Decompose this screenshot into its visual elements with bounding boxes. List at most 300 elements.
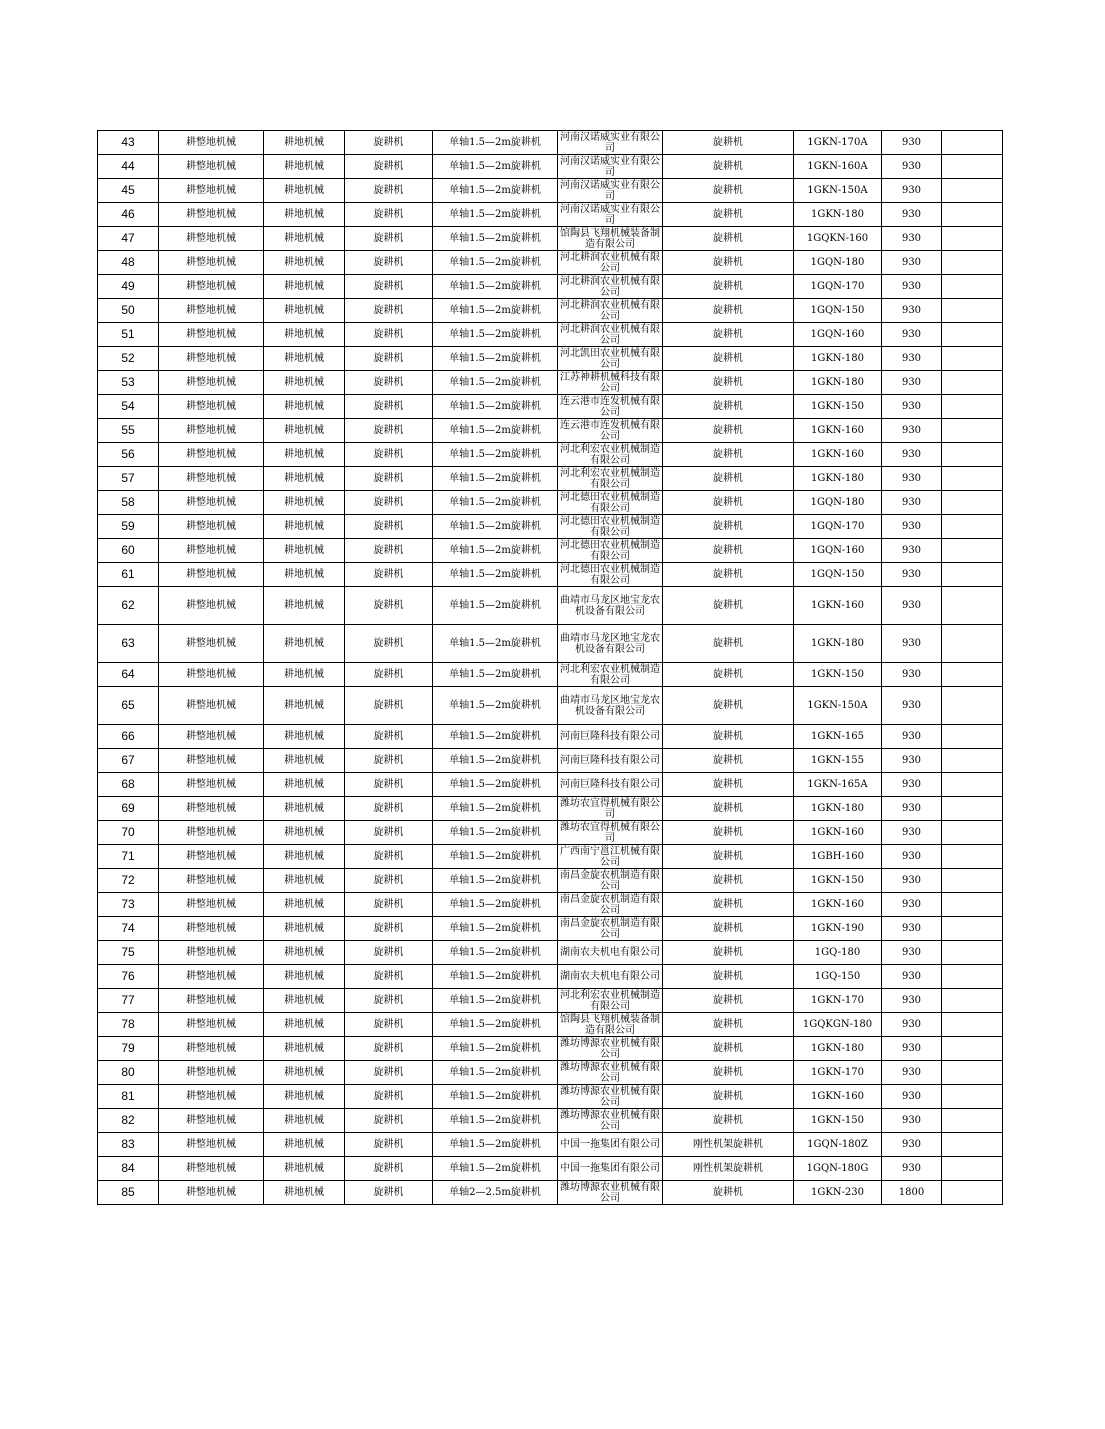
cell-category: 耕整地机械 — [159, 395, 264, 419]
cell-category: 耕整地机械 — [159, 131, 264, 155]
cell-subcategory: 耕地机械 — [264, 625, 345, 663]
cell-subcategory: 耕地机械 — [264, 347, 345, 371]
cell-category: 耕整地机械 — [159, 917, 264, 941]
cell-model: 1GKN-170A — [794, 131, 882, 155]
cell-subcategory: 耕地机械 — [264, 155, 345, 179]
cell-spec: 单轴1.5—2m旋耕机 — [433, 625, 558, 663]
cell-model: 1GKN-190 — [794, 917, 882, 941]
cell-subsidy: 930 — [882, 1013, 942, 1037]
cell-no: 54 — [98, 395, 159, 419]
cell-product-name: 旋耕机 — [663, 1109, 794, 1133]
cell-no: 45 — [98, 179, 159, 203]
cell-note — [942, 965, 1003, 989]
cell-item: 旋耕机 — [345, 749, 433, 773]
cell-subsidy: 930 — [882, 155, 942, 179]
cell-manufacturer: 河南汉诺威实业有限公司 — [558, 131, 663, 155]
cell-note — [942, 1037, 1003, 1061]
cell-model: 1GQKN-160 — [794, 227, 882, 251]
table-row — [98, 419, 1003, 443]
cell-item: 旋耕机 — [345, 725, 433, 749]
cell-spec: 单轴1.5—2m旋耕机 — [433, 227, 558, 251]
cell-manufacturer: 河南巨隆科技有限公司 — [558, 725, 663, 749]
cell-product-name: 旋耕机 — [663, 1085, 794, 1109]
cell-spec: 单轴1.5—2m旋耕机 — [433, 797, 558, 821]
cell-spec: 单轴1.5—2m旋耕机 — [433, 821, 558, 845]
cell-note — [942, 347, 1003, 371]
cell-spec: 单轴1.5—2m旋耕机 — [433, 323, 558, 347]
cell-category: 耕整地机械 — [159, 299, 264, 323]
cell-subcategory: 耕地机械 — [264, 1085, 345, 1109]
cell-manufacturer: 馆陶县飞翔机械装备制造有限公司 — [558, 1013, 663, 1037]
cell-manufacturer: 潍坊博源农业机械有限公司 — [558, 1085, 663, 1109]
cell-category: 耕整地机械 — [159, 515, 264, 539]
table-row — [98, 797, 1003, 821]
cell-category: 耕整地机械 — [159, 491, 264, 515]
cell-no: 77 — [98, 989, 159, 1013]
table-row — [98, 179, 1003, 203]
cell-model: 1GKN-160 — [794, 443, 882, 467]
cell-product-name: 旋耕机 — [663, 251, 794, 275]
table-row — [98, 1061, 1003, 1085]
cell-note — [942, 1061, 1003, 1085]
cell-manufacturer: 河北凯田农业机械有限公司 — [558, 347, 663, 371]
cell-subsidy: 930 — [882, 251, 942, 275]
cell-product-name: 旋耕机 — [663, 663, 794, 687]
cell-item: 旋耕机 — [345, 1061, 433, 1085]
cell-model: 1GKN-180 — [794, 797, 882, 821]
cell-subcategory: 耕地机械 — [264, 917, 345, 941]
cell-model: 1GQN-170 — [794, 275, 882, 299]
cell-no: 64 — [98, 663, 159, 687]
cell-note — [942, 663, 1003, 687]
cell-category: 耕整地机械 — [159, 725, 264, 749]
cell-note — [942, 989, 1003, 1013]
cell-spec: 单轴1.5—2m旋耕机 — [433, 563, 558, 587]
cell-manufacturer: 潍坊博源农业机械有限公司 — [558, 1181, 663, 1205]
cell-subsidy: 930 — [882, 563, 942, 587]
cell-category: 耕整地机械 — [159, 1181, 264, 1205]
cell-item: 旋耕机 — [345, 821, 433, 845]
cell-subsidy: 930 — [882, 203, 942, 227]
cell-product-name: 旋耕机 — [663, 821, 794, 845]
cell-category: 耕整地机械 — [159, 1157, 264, 1181]
cell-subcategory: 耕地机械 — [264, 395, 345, 419]
table-row — [98, 371, 1003, 395]
cell-subcategory: 耕地机械 — [264, 1133, 345, 1157]
cell-spec: 单轴1.5—2m旋耕机 — [433, 893, 558, 917]
cell-manufacturer: 潍坊博源农业机械有限公司 — [558, 1037, 663, 1061]
cell-note — [942, 1181, 1003, 1205]
cell-spec: 单轴1.5—2m旋耕机 — [433, 1109, 558, 1133]
cell-category: 耕整地机械 — [159, 323, 264, 347]
table-row — [98, 299, 1003, 323]
cell-subcategory: 耕地机械 — [264, 227, 345, 251]
table-row — [98, 989, 1003, 1013]
cell-category: 耕整地机械 — [159, 1061, 264, 1085]
cell-product-name: 旋耕机 — [663, 625, 794, 663]
cell-item: 旋耕机 — [345, 155, 433, 179]
cell-manufacturer: 南昌金旋农机制造有限公司 — [558, 917, 663, 941]
cell-model: 1GQN-150 — [794, 563, 882, 587]
cell-subcategory: 耕地机械 — [264, 1037, 345, 1061]
cell-item: 旋耕机 — [345, 179, 433, 203]
cell-item: 旋耕机 — [345, 1133, 433, 1157]
cell-product-name: 旋耕机 — [663, 467, 794, 491]
cell-model: 1GKN-160 — [794, 587, 882, 625]
cell-manufacturer: 河北耕润农业机械有限公司 — [558, 251, 663, 275]
cell-subsidy: 930 — [882, 587, 942, 625]
cell-spec: 单轴1.5—2m旋耕机 — [433, 515, 558, 539]
cell-manufacturer: 南昌金旋农机制造有限公司 — [558, 869, 663, 893]
cell-subcategory: 耕地机械 — [264, 687, 345, 725]
cell-model: 1GBH-160 — [794, 845, 882, 869]
cell-subcategory: 耕地机械 — [264, 845, 345, 869]
cell-model: 1GKN-180 — [794, 347, 882, 371]
cell-manufacturer: 曲靖市马龙区地宝龙农机设备有限公司 — [558, 625, 663, 663]
cell-spec: 单轴1.5—2m旋耕机 — [433, 491, 558, 515]
table-row — [98, 227, 1003, 251]
cell-no: 79 — [98, 1037, 159, 1061]
cell-model: 1GKN-180 — [794, 1037, 882, 1061]
cell-item: 旋耕机 — [345, 443, 433, 467]
cell-category: 耕整地机械 — [159, 227, 264, 251]
cell-category: 耕整地机械 — [159, 563, 264, 587]
table-row — [98, 625, 1003, 663]
table-row — [98, 941, 1003, 965]
cell-spec: 单轴1.5—2m旋耕机 — [433, 203, 558, 227]
cell-note — [942, 893, 1003, 917]
cell-product-name: 旋耕机 — [663, 1181, 794, 1205]
cell-category: 耕整地机械 — [159, 419, 264, 443]
cell-item: 旋耕机 — [345, 131, 433, 155]
cell-subcategory: 耕地机械 — [264, 515, 345, 539]
table-row — [98, 539, 1003, 563]
cell-item: 旋耕机 — [345, 663, 433, 687]
cell-no: 46 — [98, 203, 159, 227]
cell-product-name: 旋耕机 — [663, 539, 794, 563]
cell-subcategory: 耕地机械 — [264, 1157, 345, 1181]
cell-product-name: 旋耕机 — [663, 965, 794, 989]
cell-subcategory: 耕地机械 — [264, 299, 345, 323]
cell-subsidy: 930 — [882, 941, 942, 965]
cell-subsidy: 930 — [882, 965, 942, 989]
cell-item: 旋耕机 — [345, 989, 433, 1013]
cell-subsidy: 930 — [882, 539, 942, 563]
table-row — [98, 821, 1003, 845]
cell-subsidy: 930 — [882, 299, 942, 323]
cell-subsidy: 930 — [882, 1109, 942, 1133]
cell-category: 耕整地机械 — [159, 845, 264, 869]
cell-item: 旋耕机 — [345, 203, 433, 227]
table-row — [98, 1085, 1003, 1109]
cell-product-name: 旋耕机 — [663, 347, 794, 371]
cell-product-name: 旋耕机 — [663, 371, 794, 395]
cell-spec: 单轴1.5—2m旋耕机 — [433, 749, 558, 773]
cell-subcategory: 耕地机械 — [264, 275, 345, 299]
table-row — [98, 275, 1003, 299]
cell-no: 75 — [98, 941, 159, 965]
cell-category: 耕整地机械 — [159, 467, 264, 491]
cell-note — [942, 1157, 1003, 1181]
cell-note — [942, 869, 1003, 893]
cell-category: 耕整地机械 — [159, 443, 264, 467]
cell-no: 69 — [98, 797, 159, 821]
cell-subsidy: 930 — [882, 989, 942, 1013]
cell-model: 1GKN-180 — [794, 625, 882, 663]
cell-spec: 单轴1.5—2m旋耕机 — [433, 347, 558, 371]
table-row — [98, 323, 1003, 347]
cell-product-name: 旋耕机 — [663, 587, 794, 625]
cell-model: 1GQN-180 — [794, 491, 882, 515]
cell-item: 旋耕机 — [345, 395, 433, 419]
cell-subsidy: 930 — [882, 797, 942, 821]
cell-item: 旋耕机 — [345, 251, 433, 275]
cell-category: 耕整地机械 — [159, 275, 264, 299]
cell-model: 1GQN-160 — [794, 323, 882, 347]
cell-product-name: 旋耕机 — [663, 1037, 794, 1061]
cell-model: 1GKN-180 — [794, 467, 882, 491]
cell-no: 63 — [98, 625, 159, 663]
cell-spec: 单轴1.5—2m旋耕机 — [433, 1157, 558, 1181]
cell-note — [942, 371, 1003, 395]
cell-no: 82 — [98, 1109, 159, 1133]
cell-model: 1GKN-170 — [794, 989, 882, 1013]
cell-product-name: 旋耕机 — [663, 515, 794, 539]
cell-no: 73 — [98, 893, 159, 917]
cell-model: 1GQ-150 — [794, 965, 882, 989]
cell-product-name: 旋耕机 — [663, 749, 794, 773]
cell-item: 旋耕机 — [345, 491, 433, 515]
cell-subcategory: 耕地机械 — [264, 371, 345, 395]
cell-model: 1GQN-180G — [794, 1157, 882, 1181]
cell-spec: 单轴1.5—2m旋耕机 — [433, 965, 558, 989]
cell-note — [942, 1085, 1003, 1109]
cell-item: 旋耕机 — [345, 1157, 433, 1181]
cell-product-name: 旋耕机 — [663, 563, 794, 587]
cell-model: 1GKN-160 — [794, 893, 882, 917]
cell-subsidy: 930 — [882, 917, 942, 941]
cell-item: 旋耕机 — [345, 687, 433, 725]
cell-note — [942, 491, 1003, 515]
table-row — [98, 515, 1003, 539]
cell-model: 1GKN-165A — [794, 773, 882, 797]
cell-spec: 单轴1.5—2m旋耕机 — [433, 773, 558, 797]
cell-item: 旋耕机 — [345, 227, 433, 251]
cell-item: 旋耕机 — [345, 625, 433, 663]
cell-manufacturer: 潍坊博源农业机械有限公司 — [558, 1061, 663, 1085]
cell-manufacturer: 河北利宏农业机械制造有限公司 — [558, 663, 663, 687]
table-row — [98, 663, 1003, 687]
cell-spec: 单轴1.5—2m旋耕机 — [433, 539, 558, 563]
cell-category: 耕整地机械 — [159, 797, 264, 821]
cell-product-name: 旋耕机 — [663, 179, 794, 203]
cell-category: 耕整地机械 — [159, 1085, 264, 1109]
cell-subsidy: 930 — [882, 467, 942, 491]
cell-product-name: 旋耕机 — [663, 869, 794, 893]
cell-subsidy: 930 — [882, 515, 942, 539]
cell-item: 旋耕机 — [345, 563, 433, 587]
cell-manufacturer: 潍坊农宜得机械有限公司 — [558, 797, 663, 821]
cell-manufacturer: 曲靖市马龙区地宝龙农机设备有限公司 — [558, 687, 663, 725]
cell-subcategory: 耕地机械 — [264, 323, 345, 347]
cell-item: 旋耕机 — [345, 1181, 433, 1205]
table-body — [98, 131, 1003, 1205]
cell-model: 1GKN-150 — [794, 1109, 882, 1133]
cell-spec: 单轴1.5—2m旋耕机 — [433, 917, 558, 941]
cell-note — [942, 625, 1003, 663]
cell-category: 耕整地机械 — [159, 179, 264, 203]
cell-category: 耕整地机械 — [159, 989, 264, 1013]
cell-category: 耕整地机械 — [159, 587, 264, 625]
cell-product-name: 旋耕机 — [663, 687, 794, 725]
cell-item: 旋耕机 — [345, 773, 433, 797]
cell-note — [942, 1013, 1003, 1037]
cell-item: 旋耕机 — [345, 941, 433, 965]
cell-no: 58 — [98, 491, 159, 515]
table-row — [98, 725, 1003, 749]
table-row — [98, 845, 1003, 869]
cell-category: 耕整地机械 — [159, 251, 264, 275]
cell-spec: 单轴1.5—2m旋耕机 — [433, 1037, 558, 1061]
cell-item: 旋耕机 — [345, 893, 433, 917]
cell-category: 耕整地机械 — [159, 663, 264, 687]
cell-product-name: 旋耕机 — [663, 323, 794, 347]
cell-spec: 单轴1.5—2m旋耕机 — [433, 1133, 558, 1157]
table-row — [98, 563, 1003, 587]
cell-product-name: 刚性机架旋耕机 — [663, 1133, 794, 1157]
cell-category: 耕整地机械 — [159, 347, 264, 371]
cell-manufacturer: 河南汉诺威实业有限公司 — [558, 179, 663, 203]
cell-no: 57 — [98, 467, 159, 491]
cell-manufacturer: 河北耕润农业机械有限公司 — [558, 275, 663, 299]
cell-product-name: 旋耕机 — [663, 941, 794, 965]
cell-note — [942, 419, 1003, 443]
cell-category: 耕整地机械 — [159, 821, 264, 845]
cell-product-name: 旋耕机 — [663, 491, 794, 515]
cell-manufacturer: 南昌金旋农机制造有限公司 — [558, 893, 663, 917]
cell-subcategory: 耕地机械 — [264, 131, 345, 155]
cell-spec: 单轴1.5—2m旋耕机 — [433, 663, 558, 687]
cell-model: 1GQN-170 — [794, 515, 882, 539]
cell-note — [942, 155, 1003, 179]
cell-subcategory: 耕地机械 — [264, 251, 345, 275]
cell-manufacturer: 河北利宏农业机械制造有限公司 — [558, 467, 663, 491]
table-row — [98, 131, 1003, 155]
cell-note — [942, 749, 1003, 773]
cell-model: 1GKN-150 — [794, 663, 882, 687]
cell-no: 71 — [98, 845, 159, 869]
cell-no: 70 — [98, 821, 159, 845]
cell-spec: 单轴1.5—2m旋耕机 — [433, 587, 558, 625]
cell-no: 67 — [98, 749, 159, 773]
cell-note — [942, 563, 1003, 587]
cell-note — [942, 515, 1003, 539]
cell-subsidy: 930 — [882, 179, 942, 203]
cell-product-name: 旋耕机 — [663, 989, 794, 1013]
cell-category: 耕整地机械 — [159, 203, 264, 227]
cell-note — [942, 443, 1003, 467]
cell-subcategory: 耕地机械 — [264, 1181, 345, 1205]
cell-manufacturer: 连云港市连发机械有限公司 — [558, 419, 663, 443]
cell-no: 72 — [98, 869, 159, 893]
table-row — [98, 687, 1003, 725]
cell-spec: 单轴2—2.5m旋耕机 — [433, 1181, 558, 1205]
cell-model: 1GKN-150A — [794, 179, 882, 203]
cell-model: 1GKN-180 — [794, 203, 882, 227]
table-row — [98, 1013, 1003, 1037]
cell-manufacturer: 潍坊博源农业机械有限公司 — [558, 1109, 663, 1133]
cell-item: 旋耕机 — [345, 539, 433, 563]
table-row — [98, 467, 1003, 491]
cell-category: 耕整地机械 — [159, 941, 264, 965]
cell-note — [942, 131, 1003, 155]
cell-model: 1GQN-180 — [794, 251, 882, 275]
cell-product-name: 旋耕机 — [663, 1013, 794, 1037]
cell-no: 51 — [98, 323, 159, 347]
cell-model: 1GKN-150 — [794, 395, 882, 419]
cell-manufacturer: 中国一拖集团有限公司 — [558, 1133, 663, 1157]
cell-item: 旋耕机 — [345, 965, 433, 989]
cell-manufacturer: 河南汉诺威实业有限公司 — [558, 203, 663, 227]
cell-subsidy: 930 — [882, 1085, 942, 1109]
cell-note — [942, 299, 1003, 323]
cell-product-name: 旋耕机 — [663, 773, 794, 797]
table-row — [98, 491, 1003, 515]
cell-subsidy: 930 — [882, 419, 942, 443]
cell-model: 1GKN-230 — [794, 1181, 882, 1205]
cell-item: 旋耕机 — [345, 869, 433, 893]
cell-spec: 单轴1.5—2m旋耕机 — [433, 1013, 558, 1037]
cell-model: 1GKN-150 — [794, 869, 882, 893]
cell-model: 1GKN-170 — [794, 1061, 882, 1085]
cell-no: 84 — [98, 1157, 159, 1181]
cell-subcategory: 耕地机械 — [264, 773, 345, 797]
cell-no: 48 — [98, 251, 159, 275]
cell-spec: 单轴1.5—2m旋耕机 — [433, 687, 558, 725]
cell-note — [942, 1133, 1003, 1157]
cell-manufacturer: 湖南农夫机电有限公司 — [558, 965, 663, 989]
table-row — [98, 869, 1003, 893]
cell-no: 49 — [98, 275, 159, 299]
cell-subcategory: 耕地机械 — [264, 941, 345, 965]
cell-spec: 单轴1.5—2m旋耕机 — [433, 179, 558, 203]
table-row — [98, 893, 1003, 917]
table-row — [98, 1157, 1003, 1181]
cell-no: 83 — [98, 1133, 159, 1157]
cell-product-name: 旋耕机 — [663, 203, 794, 227]
cell-item: 旋耕机 — [345, 1109, 433, 1133]
cell-spec: 单轴1.5—2m旋耕机 — [433, 725, 558, 749]
cell-manufacturer: 中国一拖集团有限公司 — [558, 1157, 663, 1181]
cell-subcategory: 耕地机械 — [264, 419, 345, 443]
cell-subcategory: 耕地机械 — [264, 893, 345, 917]
cell-spec: 单轴1.5—2m旋耕机 — [433, 443, 558, 467]
cell-subsidy: 930 — [882, 821, 942, 845]
cell-no: 53 — [98, 371, 159, 395]
cell-no: 62 — [98, 587, 159, 625]
cell-item: 旋耕机 — [345, 371, 433, 395]
table-row — [98, 443, 1003, 467]
cell-category: 耕整地机械 — [159, 155, 264, 179]
cell-note — [942, 227, 1003, 251]
cell-note — [942, 203, 1003, 227]
cell-no: 44 — [98, 155, 159, 179]
cell-model: 1GKN-160A — [794, 155, 882, 179]
cell-product-name: 旋耕机 — [663, 419, 794, 443]
cell-category: 耕整地机械 — [159, 893, 264, 917]
cell-subsidy: 930 — [882, 687, 942, 725]
cell-spec: 单轴1.5—2m旋耕机 — [433, 845, 558, 869]
